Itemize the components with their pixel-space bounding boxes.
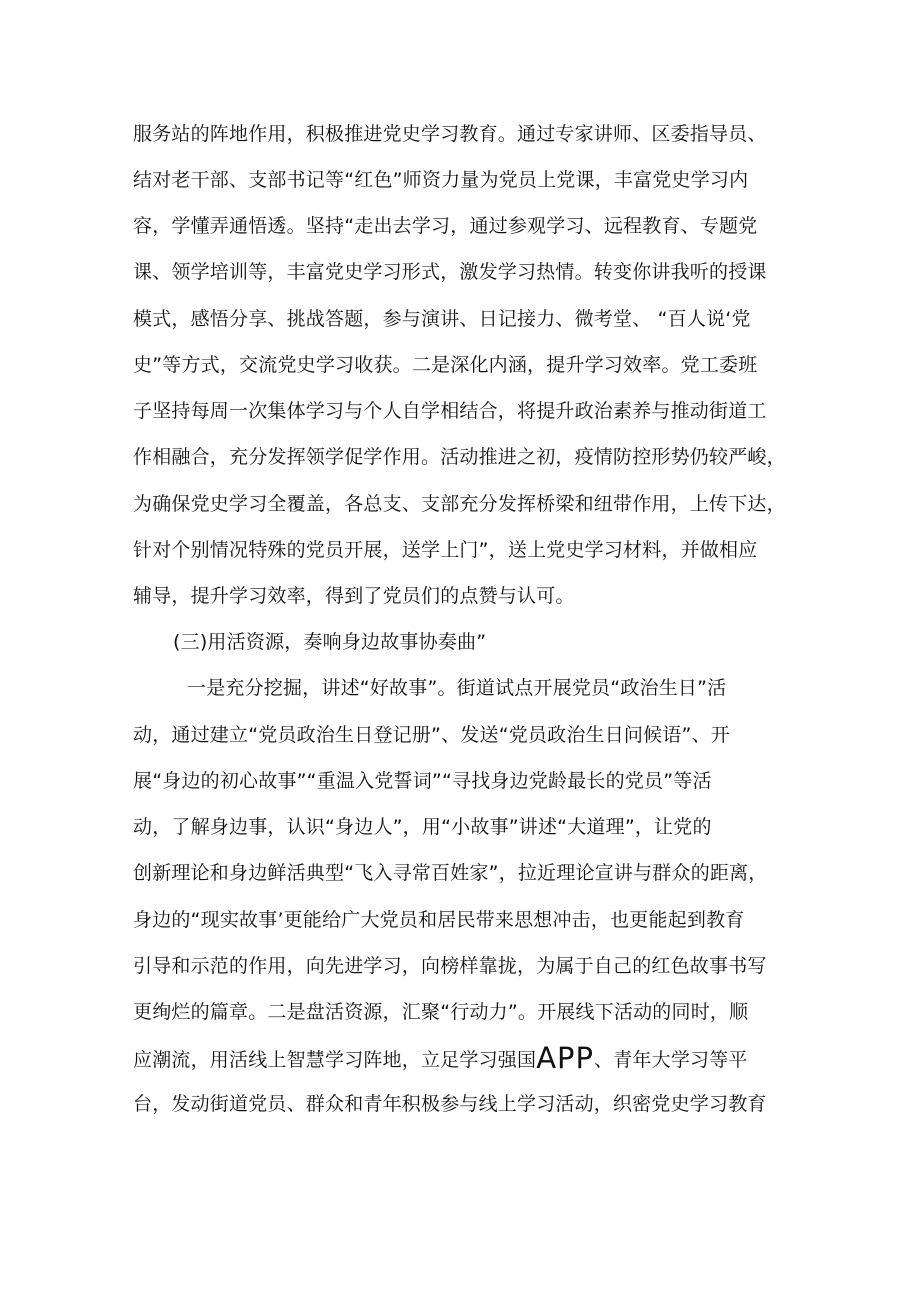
text-line-7: 子坚持每周一次集体学习与个人自学相结合，将提升政治素养与推动街道工: [133, 400, 767, 422]
text-line-4: 课、领学培训等，丰富党史学习形式，激发学习热情。转变你讲我听的授课: [133, 261, 767, 283]
text-line-3: 容，学懂弄通悟透。坚持“走出去学习，通过参观学习、远程教育、专题党: [133, 215, 758, 237]
text-line-21: [133, 1043, 748, 1073]
text-line-6: 史”等方式，交流党史学习收获。二是深化内涵，提升学习效率。党工委班: [133, 354, 758, 376]
text-line-2: 结对老干部、支部书记等“红色”师资力量为党员上党课，丰富党史学习内: [133, 169, 749, 191]
text-line-21-end: 、青年大学习等平: [594, 1049, 748, 1071]
text-line-8: 作相融合，充分发挥领学促学作用。活动推进之初，疫情防控形势仍较严峻，: [133, 446, 786, 468]
text-line-20: 更绚烂的篇章。二是盘活资源，汇聚“行动力”。开展线下活动的同时，顺: [133, 1001, 749, 1023]
text-line-18: 身边的“现实故事’更能给广大党员和居民带来思想冲击，也更能起到教育: [133, 909, 745, 931]
text-line-5: 模式，感悟分享、挑战答题，参与演讲、日记接力、微考堂、 “百人说‘党: [133, 308, 751, 330]
text-line-14: 动，通过建立“党员政治生日登记册”、发送“党员政治生日问候语”、开: [133, 724, 730, 746]
section-heading: (三)用活资源，奏响身边故事协奏曲”: [173, 631, 487, 653]
text-line-21-start: 应潮流，用活线上智慧学习阵地，立足学习强国: [133, 1049, 537, 1071]
text-line-10: 针对个别情况特殊的党员开展，送学上门”，送上党史学习材料，并做相应: [133, 539, 758, 561]
text-line-13: 一是充分挖掘，讲述“好故事”。街道试点开展党员“政治生日”活: [187, 677, 727, 699]
text-line-11: 辅导，提升学习效率，得到了党员们的点赞与认可。: [133, 585, 575, 607]
text-line-16: 动，了解身边事，认识“身边人”，用“小故事”讲述“大道理”，让党的: [133, 816, 712, 838]
text-line-17: 创新理论和身边鲜活典型“飞入寻常百姓家”，拉近理论宣讲与群众的距离，: [133, 862, 768, 884]
text-line-1: 服务站的阵地作用，积极推进党史学习教育。通过专家讲师、区委指导员、: [133, 123, 767, 145]
text-line-22: 台，发动街道党员、群众和青年积极参与线上学习活动，织密党史学习教育: [133, 1093, 767, 1115]
app-text: APP: [536, 1041, 595, 1075]
text-line-19: 引导和示范的作用，向先进学习，向榜样靠拢，为属于自己的红色故事书写: [133, 955, 767, 977]
text-line-9: 为确保党史学习全覆盖，各总支、支部充分发挥桥梁和纽带作用，上传下达，: [133, 493, 786, 515]
text-line-15: 展“身边的初心故事”“重温入党誓词”“寻找身边党龄最长的党员”等活: [133, 770, 712, 792]
